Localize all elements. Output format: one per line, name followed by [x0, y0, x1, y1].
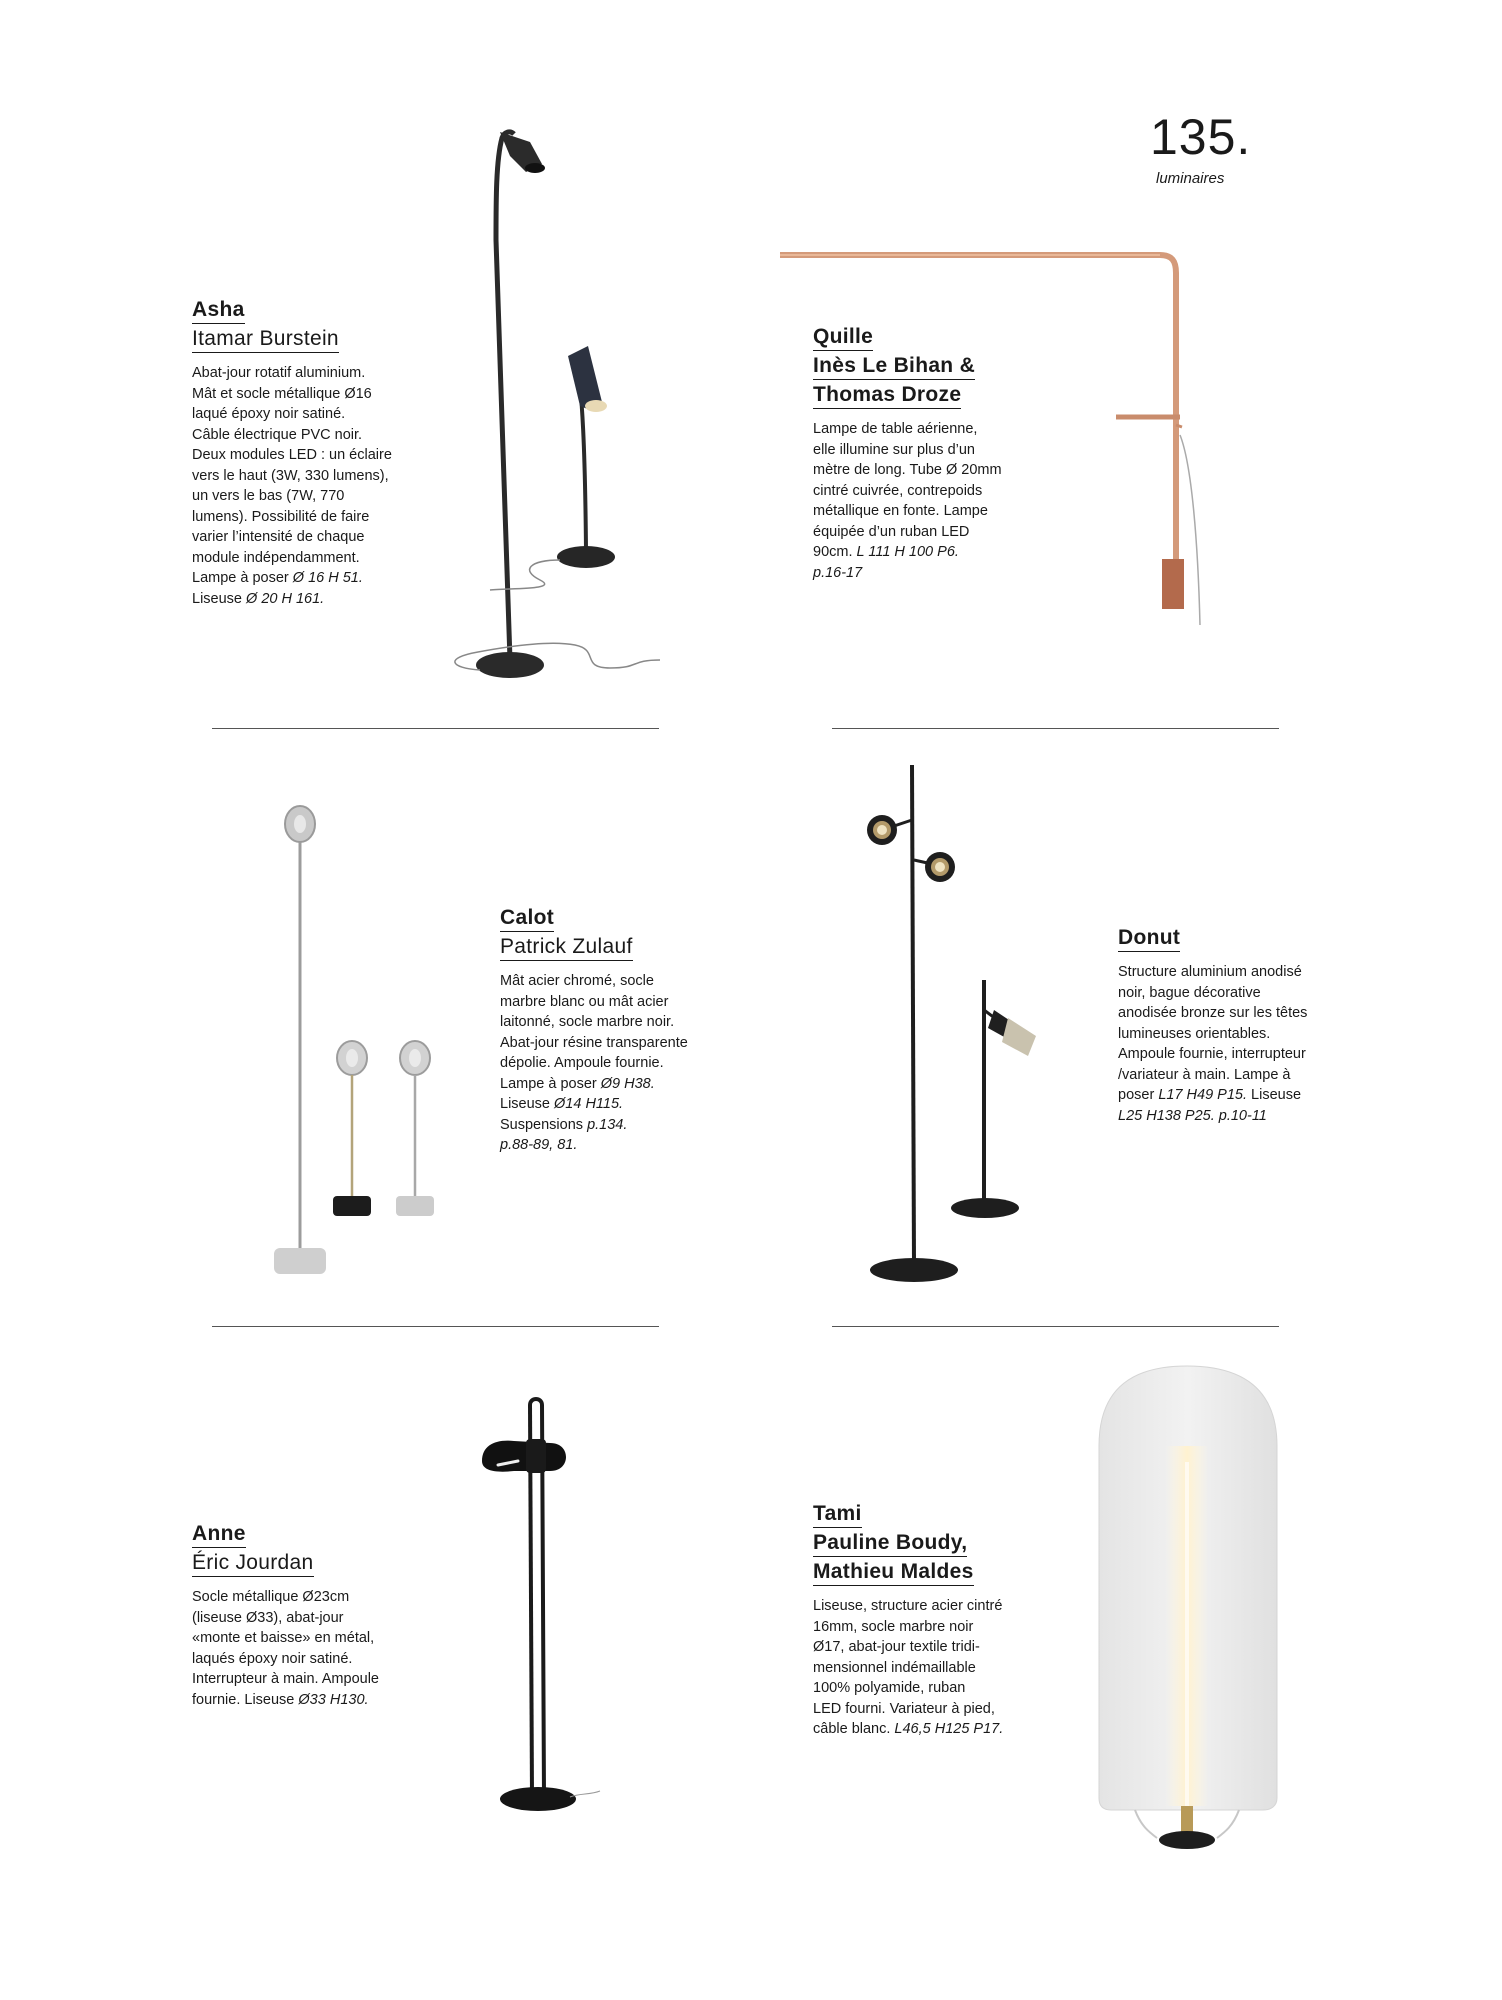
description-line: Interrupteur à main. Ampoule [192, 1671, 379, 1687]
designer-name: Patrick Zulauf [500, 935, 633, 961]
description-text: Liseuse [500, 1096, 550, 1112]
calot-lamp-image [260, 800, 460, 1290]
description-line: 100% polyamide, ruban [813, 1680, 966, 1696]
description-text: Liseuse [1251, 1087, 1302, 1103]
description-line [192, 589, 392, 610]
description-line: Abat-jour résine transparente [500, 1034, 688, 1051]
divider [212, 728, 659, 729]
product-description [1118, 962, 1307, 1126]
dimensions: Ø 16 H 51. [292, 570, 363, 586]
description-line: Câble électrique PVC noir. [192, 426, 363, 443]
product-description [192, 1587, 379, 1710]
description-line [192, 568, 392, 589]
product-name: Asha [192, 298, 245, 324]
product-description [500, 971, 688, 1156]
description-line: laqués époxy noir satiné. [192, 1650, 353, 1667]
description-line: Liseuse, structure acier cintré [813, 1598, 1003, 1614]
description-line [500, 1115, 688, 1136]
page-reference: p.16-17 [813, 564, 863, 581]
dimensions: L17 H49 P15. [1158, 1087, 1247, 1103]
product-name: Quille [813, 325, 873, 351]
description-line: marbre blanc ou mât acier [500, 993, 669, 1010]
description-line: noir, bague décorative [1118, 984, 1261, 1001]
asha-lamp-image [430, 120, 670, 700]
description-line [500, 1094, 688, 1115]
description-line: dépolie. Ampoule fournie. [500, 1055, 664, 1071]
dimensions: Ø9 H38. [600, 1075, 655, 1092]
description-line: 16mm, socle marbre noir [813, 1618, 974, 1635]
divider [832, 728, 1279, 729]
description-text: Liseuse [192, 590, 242, 607]
description-line: varier l’intensité de chaque [192, 529, 365, 545]
description-line [192, 1690, 379, 1711]
anne-lamp-image [470, 1395, 630, 1835]
description-line: module indépendamment. [192, 549, 360, 566]
description-line: un vers le bas (7W, 770 [192, 488, 345, 504]
description-line: Ø17, abat-jour textile tridi- [813, 1639, 980, 1655]
description-line: Mât acier chromé, socle [500, 973, 654, 989]
description-line: Lampe de table aérienne, [813, 421, 978, 437]
description-text: fournie. Liseuse [192, 1691, 295, 1708]
product-name: Donut [1118, 926, 1180, 952]
product-anne [192, 1522, 379, 1710]
description-line: Structure aluminium anodisé [1118, 964, 1302, 980]
designer-name: Itamar Burstein [192, 327, 339, 353]
description-line: LED fourni. Variateur à pied, [813, 1700, 995, 1717]
page-reference: p.134. [587, 1116, 628, 1133]
description-text: 90cm. [813, 544, 853, 560]
description-line [1118, 1085, 1307, 1106]
product-name: Anne [192, 1522, 246, 1548]
description-line: Abat-jour rotatif aluminium. [192, 365, 366, 381]
designer-name: Éric Jourdan [192, 1551, 314, 1577]
dimensions: Ø 20 H 161. [246, 590, 325, 607]
description-text: Lampe à poser [500, 1075, 597, 1092]
donut-lamp-image [860, 760, 1060, 1300]
designer-name: Thomas Droze [813, 383, 961, 409]
product-asha [192, 298, 392, 609]
description-line: «monte et baisse» en métal, [192, 1630, 375, 1646]
tami-lamp-image [1095, 1366, 1295, 1866]
product-donut [1118, 926, 1307, 1126]
description-line: mensionnel indémaillable [813, 1659, 976, 1676]
product-tami [813, 1502, 1003, 1740]
description-line: Mât et socle métallique Ø16 [192, 385, 372, 402]
description-line [500, 1074, 688, 1095]
description-line: lumens). Possibilité de faire [192, 508, 370, 525]
product-description [813, 1596, 1003, 1740]
dimensions: L46,5 H125 P17. [894, 1721, 1004, 1737]
description-text: Suspensions [500, 1116, 584, 1133]
quille-lamp-image [780, 245, 1230, 635]
designer-name: Inès Le Bihan & [813, 354, 975, 380]
description-line: (liseuse Ø33), abat-jour [192, 1609, 344, 1626]
description-line: métallique en fonte. Lampe [813, 503, 988, 519]
description-line: Deux modules LED : un éclaire [192, 447, 392, 463]
dimensions: Ø14 H115. [554, 1096, 624, 1112]
description-text: câble blanc. [813, 1721, 891, 1737]
divider [212, 1326, 659, 1327]
description-text: poser [1118, 1087, 1155, 1103]
page-number: 135. [1150, 109, 1252, 165]
description-line: cintré cuivrée, contrepoids [813, 482, 983, 499]
product-name: Tami [813, 1502, 862, 1528]
description-line: Socle métallique Ø23cm [192, 1589, 350, 1605]
description-line: laitonné, socle marbre noir. [500, 1014, 675, 1030]
description-line: Ampoule fournie, interrupteur [1118, 1046, 1306, 1062]
description-line: anodisée bronze sur les têtes [1118, 1005, 1308, 1021]
description-line: mètre de long. Tube Ø 20mm [813, 462, 1002, 478]
description-line: équipée d’un ruban LED [813, 523, 970, 540]
dimensions: L 111 H 100 P6. [856, 544, 959, 560]
description-line: vers le haut (3W, 330 lumens), [192, 467, 389, 484]
description-text: Lampe à poser [192, 570, 289, 586]
product-name: Calot [500, 906, 554, 932]
page-reference: p.88-89, 81. [500, 1137, 578, 1153]
designer-name: Pauline Boudy, [813, 1531, 967, 1557]
divider [832, 1326, 1279, 1327]
dimensions: L25 H138 P25. p.10-11 [1118, 1107, 1267, 1124]
section-label: luminaires [1156, 170, 1225, 187]
description-line [813, 1719, 1003, 1740]
product-description [192, 363, 392, 609]
dimensions: Ø33 H130. [298, 1691, 369, 1708]
description-line: laqué époxy noir satiné. [192, 406, 346, 422]
product-calot [500, 906, 688, 1156]
description-line: elle illumine sur plus d’un [813, 441, 975, 458]
description-line: /variateur à main. Lampe à [1118, 1066, 1291, 1083]
description-line: lumineuses orientables. [1118, 1025, 1271, 1042]
designer-name: Mathieu Maldes [813, 1560, 974, 1586]
